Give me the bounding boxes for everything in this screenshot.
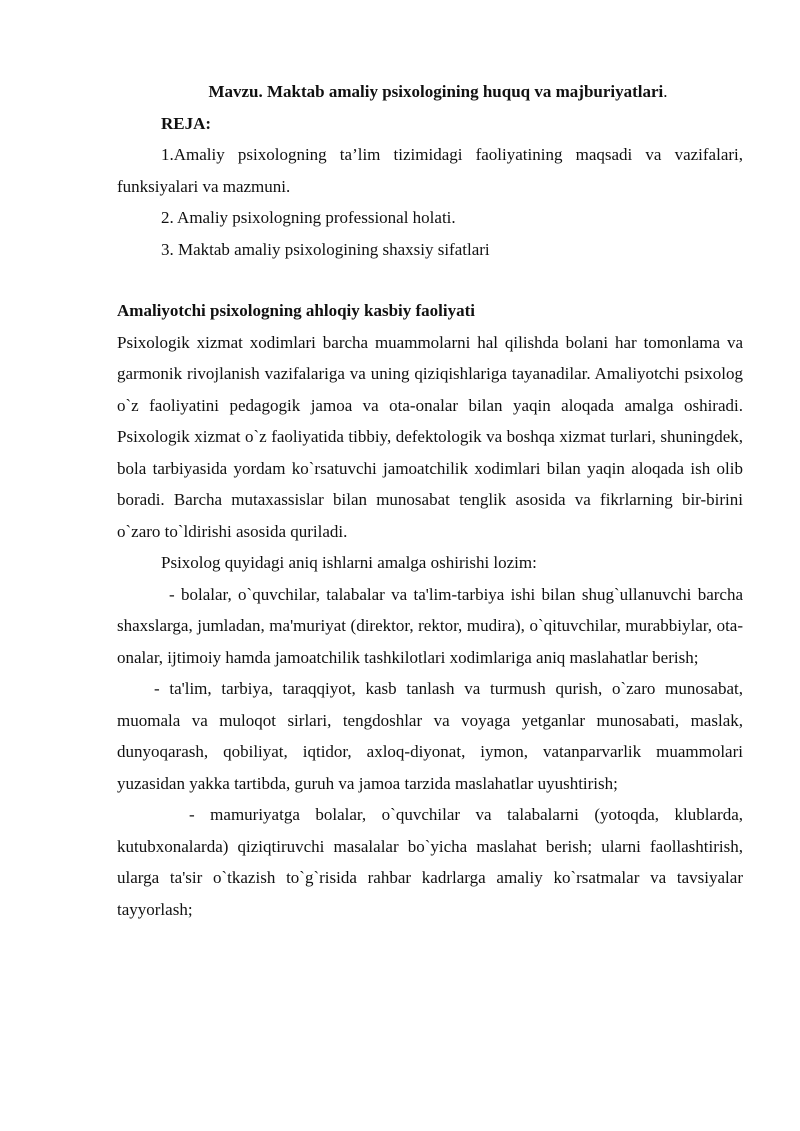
duty-item-administration: - mamuriyatga bolalar, o`quvchilar va talabalarni (yotoqda, klublarda, kutubxonalarda) qiziqtiruvchi masalalar bo`yicha maslahat berish; ularni faollashtirish, ularga ta'sir o`tkazish to`g`risida rahbar kadrlarga amaliy ko`rsatmalar va tavsiyalar tayyorlash;: [117, 805, 743, 919]
paragraph-duties-intro: Psixolog quyidagi aniq ishlarni amalga oshirishi lozim:: [161, 553, 537, 572]
section-spacer: [117, 265, 743, 295]
section-heading: Amaliyotchi psixologning ahloqiy kasbiy faoliyati: [117, 301, 476, 320]
paragraph-psychological-service: Psixologik xizmat xodimlari barcha muammolarni hal qilishda bolani har tomonlama va garmonik rivojlanish vazifalariga va uning qiziqishlariga tayanadilar. Amaliyotchi psixolog o`z faoliyatini pedagogik jamoa va ota-onalar bilan yaqin aloqada amalga oshiradi. Psixologik xizmat o`z faoliyatida tibbiy, defektologik va boshqa xizmat turlari, shuningdek, bola tarbiyasida yordam ko`rsatuvchi jamoatchilik xodimlari bilan yaqin aloqada ish olib boradi. Barcha mutaxassislar bilan munosabat tenglik asosida va fikrlarning bir-birini o`zaro to`ldirishi asosida quriladi.: [117, 332, 743, 541]
document-title-period: .: [663, 82, 668, 101]
plan-item-1: 1.Amaliy psixologning ta’lim tizimidagi faoliyatining maqsadi va vazifalari, funksiyalari va mazmuni.: [117, 145, 743, 196]
plan-item-3: 3. Maktab amaliy psixologining shaxsiy sifatlari: [161, 239, 490, 259]
plan-heading: REJA:: [161, 113, 212, 133]
plan-item-2: 2. Amaliy psixologning professional holati.: [161, 208, 456, 227]
document-body: [117, 76, 743, 925]
duty-item-consultations: - ta'lim, tarbiya, taraqqiyot, kasb tanlash va turmush qurish, o`zaro munosabat, muomala va muloqot sirlari, tengdoshlar va voyaga yetganlar munosabati, maslak, dunyoqarash, qobiliyat, iqtidor, axloq-diyonat, iymon, vatanparvarlik muammolari yuzasidan yakka tartibda, guruh va jamoa tarzida maslahatlar uyushtirish;: [117, 679, 743, 793]
duty-item-advice: - bolalar, o`quvchilar, talabalar va ta'lim-tarbiya ishi bilan shug`ullanuvchi barcha shaxslarga, jumladan, ma'muriyat (direktor, rektor, mudira), o`qituvchilar, murabbiylar, ota-onalar, ijtimoiy hamda jamoatchilik tashkilotlari xodimlariga aniq maslahatlar berish;: [117, 584, 743, 667]
document-title-text: Mavzu. Maktab amaliy psixologining huquq va majburiyatlari: [208, 82, 664, 101]
document-title: [117, 76, 743, 108]
